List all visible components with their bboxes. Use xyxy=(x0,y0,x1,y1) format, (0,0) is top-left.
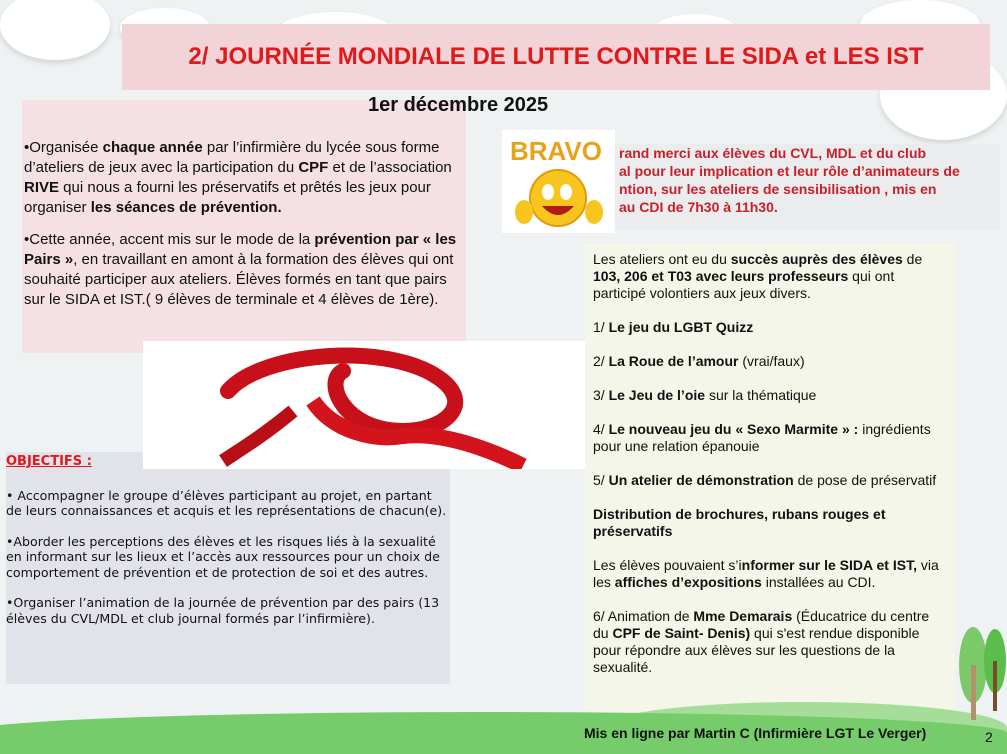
text-run: de pose de préservatif xyxy=(793,472,937,488)
text-run: installées au CDI. xyxy=(761,574,876,590)
text-run: (Éducatrice du centre du xyxy=(593,608,930,641)
atelier-paragraph xyxy=(593,387,947,404)
red-ribbon-image xyxy=(143,341,595,469)
text-run: par l’infirmière du lycée sous forme d’ateliers de jeux avec la participation du xyxy=(24,139,440,176)
thanks-line: rand merci aux élèves du CVL, MDL et du club xyxy=(619,145,927,161)
bold-text: chaque année xyxy=(102,139,203,156)
text-run: 1/ xyxy=(593,319,609,335)
objectives-box xyxy=(6,452,450,684)
text-run: 4/ xyxy=(593,421,609,437)
bold-text: 103, 206 et T03 avec leurs professeurs xyxy=(593,268,849,284)
bold-text: les séances de prévention. xyxy=(90,199,282,216)
cloud-decoration xyxy=(0,0,110,60)
bravo-smiley-image xyxy=(502,130,615,233)
text-run: ingrédients pour une relation épanouie xyxy=(593,421,931,454)
text-run: •Organisée xyxy=(24,139,103,156)
red-ribbon-icon xyxy=(143,341,595,469)
thanks-message xyxy=(615,144,1000,230)
objective-item: •Aborder les perceptions des élèves et les risques liés à la sexualité en informant sur les lieux et l’accès aux ressources pour un choix de comportement de prévention et de protection de soi et des autres. xyxy=(6,533,440,580)
text-run: 5/ xyxy=(593,472,609,488)
bold-text: succès auprès des élèves xyxy=(730,251,903,267)
page-title: 2/ JOURNÉE MONDIALE DE LUTTE CONTRE LE SIDA et LES IST xyxy=(188,43,924,70)
bold-text: RIVE xyxy=(24,179,60,196)
text-run: et de l’association xyxy=(328,159,452,176)
bold-text: nformer sur le SIDA et IST, xyxy=(741,557,917,573)
text-run: 6/ Animation de xyxy=(593,608,694,624)
bold-text: Le Jeu de l’oie xyxy=(608,387,706,403)
text-run: (vrai/faux) xyxy=(738,353,805,369)
bold-text: Mme Demarais xyxy=(693,608,793,624)
text-run: 2/ xyxy=(593,353,609,369)
page-number: 2 xyxy=(985,729,993,745)
atelier-paragraph xyxy=(593,319,947,336)
objectives-heading: OBJECTIFS : xyxy=(6,454,92,469)
atelier-paragraph xyxy=(593,506,947,540)
atelier-paragraph xyxy=(593,557,947,591)
objective-item: • Accompagner le groupe d’élèves participant au projet, en partant de leurs connaissances et acquis et les représentations de chacun(e). xyxy=(6,487,447,518)
intro-paragraph xyxy=(24,230,460,310)
text-run: qui ont participé volontiers aux jeux divers. xyxy=(593,268,895,301)
text-run: , en travaillant en amont à la formation des élèves qui ont souhaité participer aux ateliers. Élèves formés en tant que pairs sur le SIDA et IST.( 9 élèves de terminale et 4 élèves de 1ère). xyxy=(24,251,454,308)
objective-item: •Organiser l’animation de la journée de prévention par des pairs (13 élèves du CVL/MDL et club journal formés par l’infirmière). xyxy=(6,595,440,626)
bold-text: CPF de Saint- Denis) xyxy=(612,625,751,641)
ateliers-box xyxy=(585,243,955,723)
footer-credit: Mis en ligne par Martin C (Infirmière LGT Le Verger) xyxy=(584,725,927,741)
text-run: •Cette année, accent mis sur le mode de la xyxy=(24,231,315,248)
thanks-line: al pour leur implication et leur rôle d’animateurs de xyxy=(619,163,960,179)
bold-text: Distribution de brochures, rubans rouges et préservatifs xyxy=(593,506,886,539)
text-run: 3/ xyxy=(593,387,609,403)
thanks-line: au CDI de 7h30 à 11h30. xyxy=(619,199,778,215)
intro-paragraph xyxy=(24,138,460,218)
bold-text: affiches d’expositions xyxy=(614,574,762,590)
text-run: Les ateliers ont eu du xyxy=(593,251,731,267)
text-run: qui nous a fourni les préservatifs et prêtés les jeux pour organiser xyxy=(24,179,431,216)
bold-text: La Roue de l’amour xyxy=(608,353,739,369)
atelier-paragraph xyxy=(593,472,947,489)
text-run: Les élèves pouvaient s’i xyxy=(593,557,742,573)
text-run: qui s'est rendue disponible pour répondre aux élèves sur les questions de la sexualité. xyxy=(593,625,920,675)
text-run: sur la thématique xyxy=(705,387,817,403)
atelier-paragraph xyxy=(593,421,947,455)
atelier-paragraph xyxy=(593,353,947,370)
bold-text: CPF xyxy=(298,159,329,176)
event-date: 1er décembre 2025 xyxy=(368,94,549,116)
atelier-paragraph xyxy=(593,608,947,676)
text-run: de xyxy=(902,251,923,267)
bold-text: prévention par « les Pairs » xyxy=(24,231,457,268)
bold-text: Le jeu du LGBT Quizz xyxy=(608,319,754,335)
thanks-line: ntion, sur les ateliers de sensibilisation , mis en xyxy=(619,181,937,197)
bold-text: Un atelier de démonstration xyxy=(608,472,794,488)
intro-box xyxy=(22,100,466,353)
title-banner xyxy=(122,24,990,90)
text-run: via les xyxy=(593,557,939,590)
bold-text: Le nouveau jeu du « Sexo Marmite » : xyxy=(608,421,859,437)
tree-icon xyxy=(957,625,1007,720)
atelier-paragraph xyxy=(593,251,947,302)
bravo-logo-text: BRAVO xyxy=(510,136,602,166)
